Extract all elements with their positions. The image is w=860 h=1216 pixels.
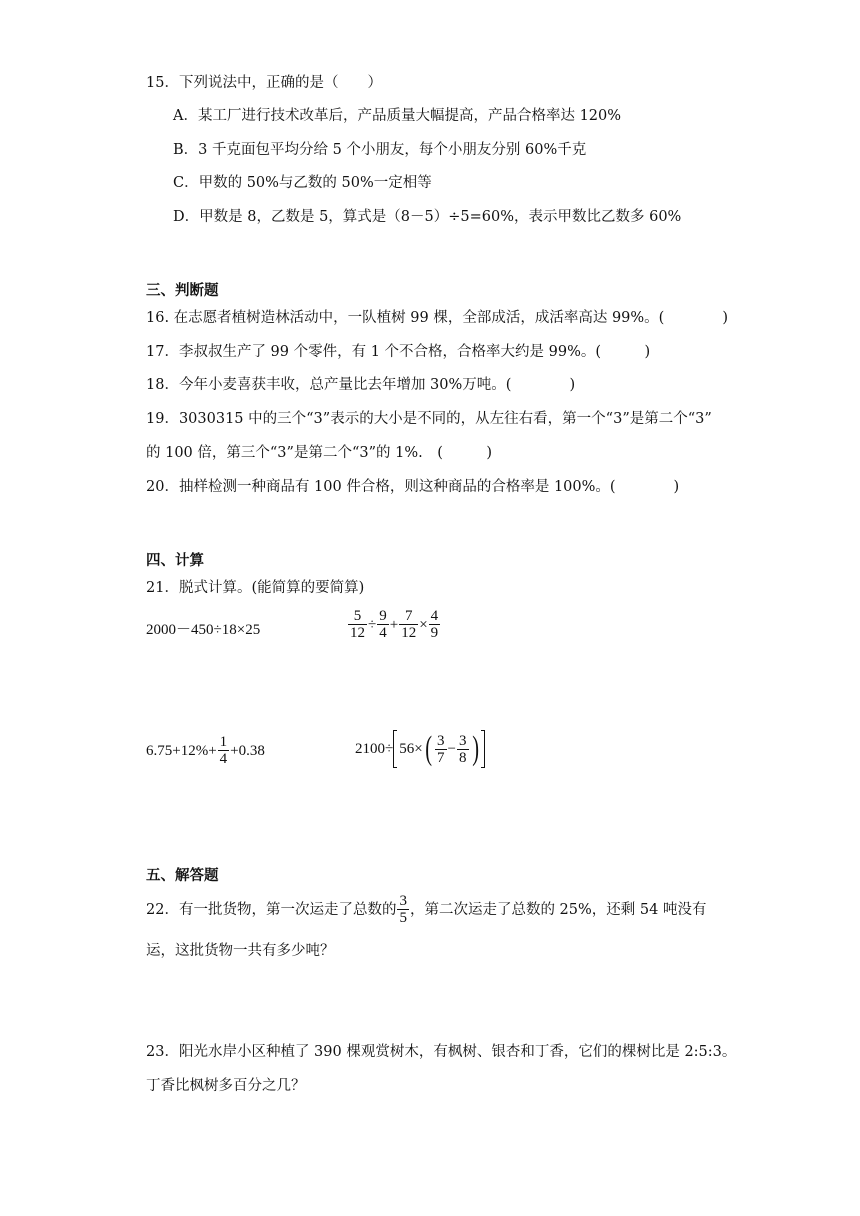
expr-1: 2000－450÷18×25 xyxy=(146,622,261,638)
expr-3: 6.75+12%+ $\frac{1}{4}$ +0.38 xyxy=(146,734,265,767)
left-paren: ( xyxy=(424,730,432,767)
fraction: $\frac{3}{7}$ xyxy=(437,732,445,766)
section-title-judgement: 三、判断题 xyxy=(146,283,219,299)
left-bracket xyxy=(393,730,397,768)
q21-text: 21．脱式计算。(能简算的要简算) xyxy=(146,580,365,596)
right-paren: ) xyxy=(471,730,479,767)
q16-text: 16. 在志愿者植树造林活动中，一队植树 99 棵，全部成活，成活率高达 99%。( ) xyxy=(146,310,728,326)
fraction: $\frac{7}{12}$ xyxy=(401,608,417,641)
section-title-answer: 五、解答题 xyxy=(146,868,219,884)
fraction: $\frac{5}{12}$ xyxy=(350,608,365,641)
fraction: $\frac{9}{4}$ xyxy=(379,608,387,641)
q15-option-c: C．甲数的 50%与乙数的 50%一定相等 xyxy=(173,175,432,191)
right-bracket xyxy=(481,730,485,768)
q20-text: 20．抽样检测一种商品有 100 件合格，则这种商品的合格率是 100%。( ) xyxy=(146,479,680,495)
q19-text-line1: 19．3030315 中的三个“3”表示的大小是不同的，从左往右看，第一个“3”是第二个“3” xyxy=(146,411,712,427)
expr-2: $\frac{5}{12}$ ÷ $\frac{9}{4}$ + $\frac{7}{12}$ × $\frac{4}{9}$ xyxy=(350,608,439,641)
q22-line1: 22．有一批货物，第一次运走了总数的 $\frac{3}{5}$ ，第二次运走了总数的 25%，还剩 54 吨没有 xyxy=(146,893,707,926)
fraction: $\frac{3}{5}$ xyxy=(399,893,407,926)
fraction: $\frac{3}{8}$ xyxy=(459,732,467,766)
q17-text: 17．李叔叔生产了 99 个零件，有 1 个不合格，合格率大约是 99%。( ) xyxy=(146,344,651,360)
fraction: $\frac{4}{9}$ xyxy=(430,608,439,641)
q15-option-a: A．某工厂进行技术改革后，产品质量大幅提高，产品合格率达 120% xyxy=(173,108,622,124)
q15-option-b: B．3 千克面包平均分给 5 个小朋友，每个小朋友分别 60%千克 xyxy=(173,142,587,158)
expr-4: 2100÷ 56× ( $\frac{3}{7}$ − $\frac{3}{8}$ ) xyxy=(355,730,485,768)
q19-text-line2: 的 100 倍，第三个“3”是第二个“3”的 1%. ( ) xyxy=(146,445,493,461)
q23-line1: 23．阳光水岸小区种植了 390 棵观赏树木，有枫树、银杏和丁香，它们的棵树比是 2:5:3。 xyxy=(146,1044,737,1060)
q18-text: 18．今年小麦喜获丰收，总产量比去年增加 30%万吨。( ) xyxy=(146,377,576,393)
q15-option-d: D．甲数是 8，乙数是 5，算式是（8－5）÷5=60%，表示甲数比乙数多 60% xyxy=(173,209,682,225)
q15-stem: 15．下列说法中，正确的是（ ） xyxy=(146,75,382,91)
section-title-calculation: 四、计算 xyxy=(146,553,204,569)
q22-line2: 运，这批货物一共有多少吨？ xyxy=(146,943,335,959)
fraction: $\frac{1}{4}$ xyxy=(219,734,228,767)
q23-line2: 丁香比枫树多百分之几？ xyxy=(146,1078,306,1094)
